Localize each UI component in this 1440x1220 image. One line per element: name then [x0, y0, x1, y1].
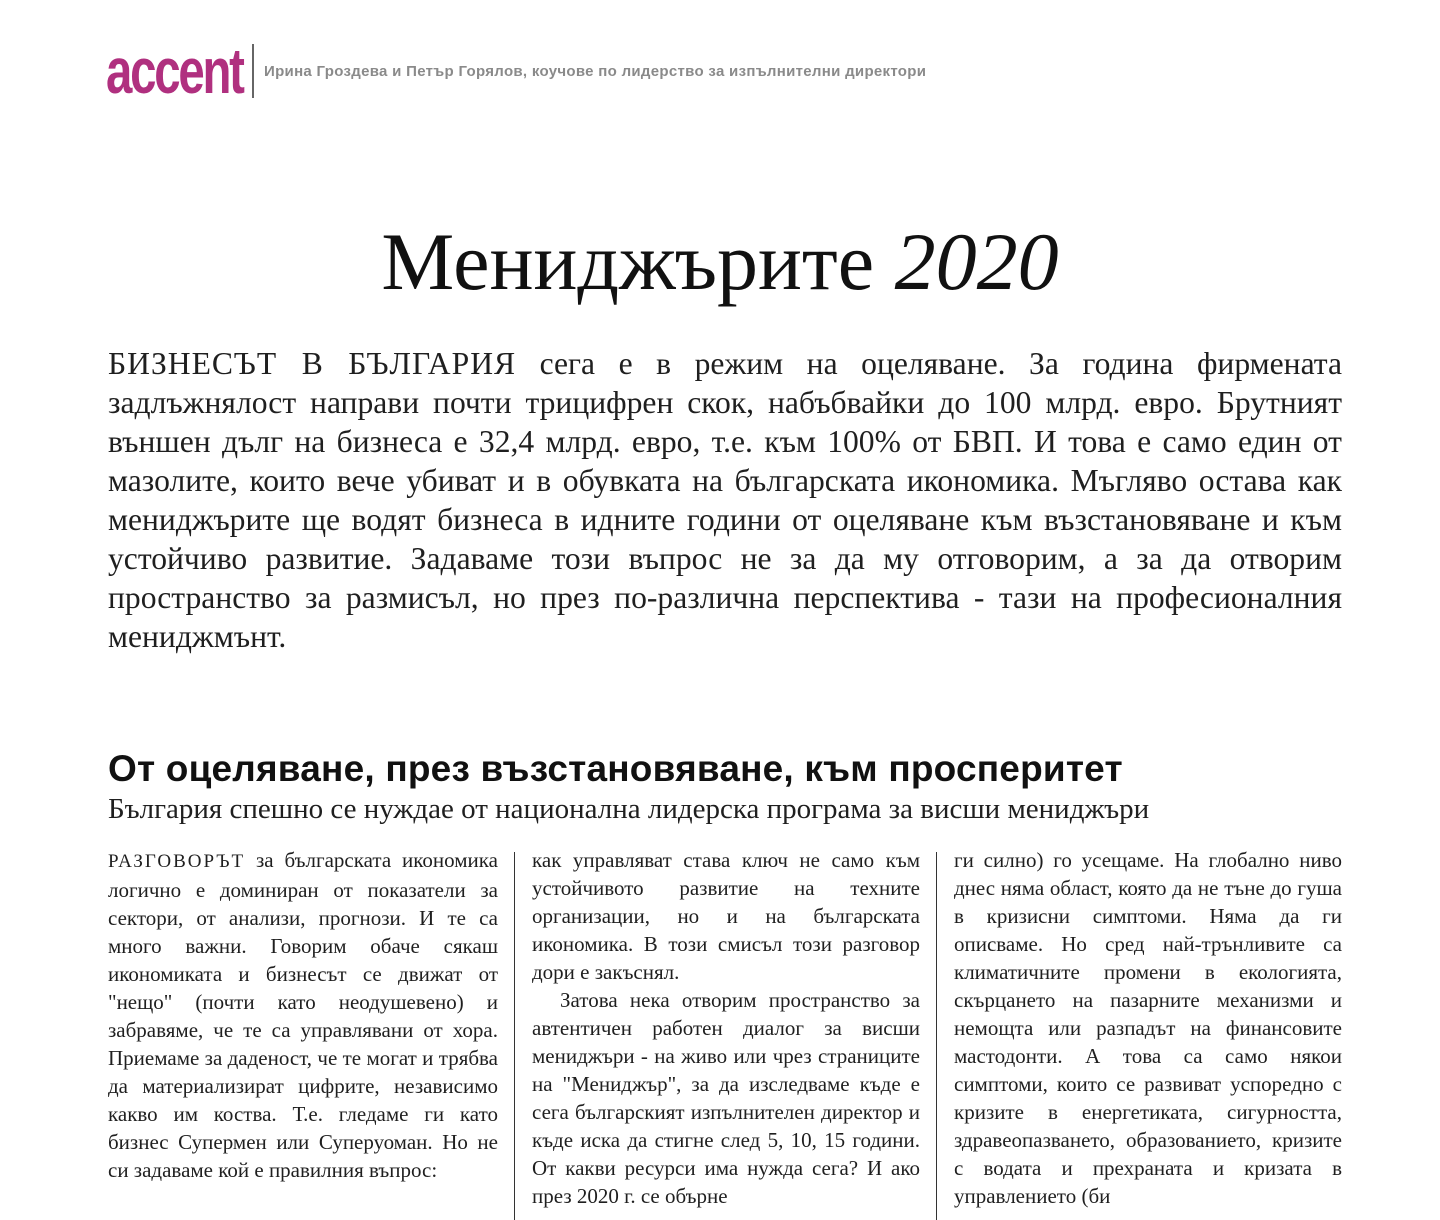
lede-lead-in: БИЗНЕСЪТ В БЪЛГАРИЯ	[108, 346, 517, 381]
text-column-2	[532, 846, 920, 1220]
column-1-lead-in: РАЗГОВОРЪТ	[108, 851, 246, 872]
masthead	[106, 36, 926, 106]
section-subheading: България спешно се нуждае от национална лидерска програма за висши мениджъри	[108, 793, 1150, 825]
title-main: Мениджърите	[381, 216, 875, 307]
column-2-paragraph-2: Затова нека отворим пространство за автентичен работен диалог за висши мениджъри - на живо или чрез страниците на "Мениджър", за да изследваме къде е сега българският изпълнителен директор и къде иска да стигне след 5, 10, 15 години. От какви ресурси има нужда сега? И ако през 2020 г. се обърне	[532, 988, 920, 1208]
lede-text: сега е в режим на оцеляване. За година фирмената задлъжнялост направи почти трицифрен скок, набъбвайки до 100 млрд. евро. Брутният външен дълг на бизнеса е 32,4 млрд. евро, т.е. към 100% от БВП. И това е само един от мазолите, които вече убиват и в обувката на българската икономика. Мъгляво остава как мениджърите ще водят бизнеса в идните години от оцеляване към възстановяване и към устойчиво развитие. Задаваме този въпрос не за да му отговорим, а за да отворим пространство за размисъл, но през по-различна перспектива - тази на професионалния мениджмънт.	[108, 346, 1342, 654]
column-rule-1	[514, 852, 515, 1220]
title-year: 2020	[894, 216, 1059, 307]
column-1-text: за българската икономика логично е доминиран от показатели за сектори, от анализи, прогнози. И те са много важни. Говорим обаче сякаш икономиката и бизнесът се движат от "нещо" (почти като неодушевено) и забравяме, че те са управлявани от хора. Приемаме за даденост, че те могат и трябва да материализират цифрите, независимо какво им коства. Т.е. гледаме ги като бизнес Супермен или Суперуоман. Но не си задаваме кой е правилния въпрос:	[108, 848, 498, 1182]
column-3-paragraph-1: ги силно) го усещаме. На глобално ниво днес няма област, която да не тъне до гуша в кризисни симптоми. Няма да ги описваме. Но сред най-трънливите са климатичните промени в екологията, скърцането на пазарните механизми и немощта или разпадът на финансовите мастодонти. А това са само някои симптоми, които се развиват успоредно с кризите в енергетиката, сигурността, здравеопазването, образованието, кризите с водата и прехраната и кризата в управлението (би	[954, 848, 1342, 1208]
column-1-paragraph	[108, 846, 498, 1184]
accent-logo: accent	[106, 35, 243, 107]
column-rule-2	[936, 852, 937, 1220]
column-2-paragraph-1: как управляват става ключ не само към устойчивото развитие на техните организации, но и на българската икономика. В този смисъл този разговор дори е закъснял.	[532, 848, 920, 984]
text-column-3	[954, 846, 1342, 1220]
section-heading: От оцеляване, през възстановяване, към просперитет	[108, 748, 1123, 789]
masthead-divider	[252, 44, 254, 98]
text-column-1	[108, 846, 498, 1220]
article-lede	[108, 344, 1342, 656]
authors-line: Ирина Гроздева и Петър Горялов, коучове по лидерство за изпълнителни директори	[264, 62, 927, 80]
article-title	[0, 212, 1440, 312]
